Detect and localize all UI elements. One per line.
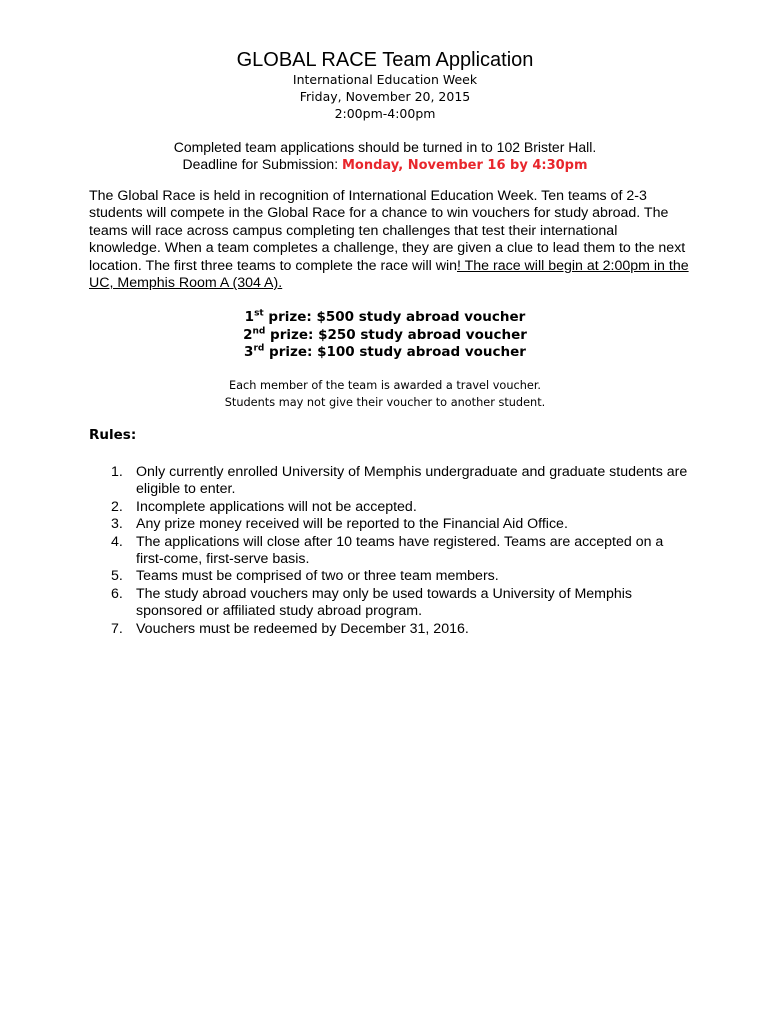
rules-list bbox=[89, 464, 689, 638]
rule-item: 2. Incomplete applications will not be accepted. bbox=[111, 498, 417, 515]
event-time: 2:00pm-4:00pm bbox=[334, 106, 436, 121]
rules-heading: Rules: bbox=[89, 427, 137, 443]
prize-list bbox=[0, 309, 770, 362]
page-title: GLOBAL RACE Team Application bbox=[236, 49, 534, 71]
rule-item: 1. Only currently enrolled University of Memphis undergraduate and graduate students are eligible to enter. bbox=[111, 464, 688, 498]
rule-item: 6. The study abroad vouchers may only be used towards a University of Memphis sponsored or affiliated study abroad program. bbox=[111, 585, 633, 620]
event-name: International Education Week bbox=[292, 72, 478, 87]
rule-item: 3. Any prize money received will be reported to the Financial Aid Office. bbox=[111, 516, 568, 533]
prize-second: 2nd prize: $250 study abroad voucher bbox=[243, 326, 527, 343]
rule-item: 7. Vouchers must be redeemed by December 31, 2016. bbox=[111, 620, 469, 637]
description-paragraph bbox=[89, 188, 689, 292]
voucher-note-2: Students may not give their voucher to another student. bbox=[224, 396, 546, 409]
deadline-value: Monday, November 16 by 4:30pm bbox=[341, 158, 588, 173]
deadline-line bbox=[0, 155, 770, 175]
rule-item: 4. The applications will close after 10 teams have registered. Teams are accepted on a first-come, first-serve basis. bbox=[111, 533, 664, 568]
rule-item: 5. Teams must be comprised of two or three team members. bbox=[111, 568, 499, 585]
description-text: The Global Race is held in recognition of International Education Week. Ten teams of 2-3 students will compete in the Global Race for a chance to win vouchers for study abroad. The teams will race across campus completing ten challenges that test their international knowledge. When a team completes a challenge, they are given a clue to lead them to the next location. The first three teams to complete the race will win bbox=[89, 188, 686, 274]
submission-instructions: Completed team applications should be turned in to 102 Brister Hall. bbox=[173, 139, 597, 155]
prize-third: 3rd prize: $100 study abroad voucher bbox=[244, 343, 526, 360]
deadline-label: Deadline for Submission: bbox=[182, 156, 342, 172]
event-date: Friday, November 20, 2015 bbox=[299, 89, 471, 104]
race-start-info: ! The race will begin at 2:00pm in the UC, Memphis Room A (304 A). bbox=[89, 257, 689, 292]
voucher-note-1: Each member of the team is awarded a travel voucher. bbox=[228, 379, 542, 392]
prize-first: 1st prize: $500 study abroad voucher bbox=[244, 308, 526, 325]
